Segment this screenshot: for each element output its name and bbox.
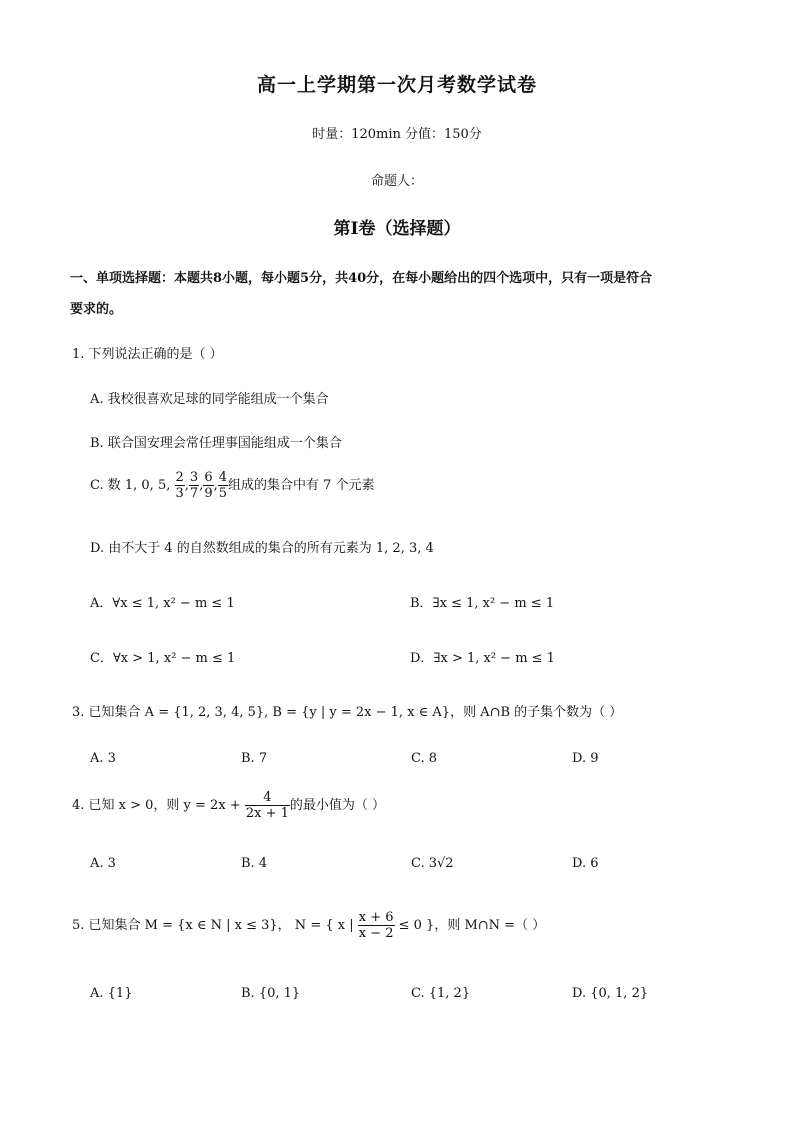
- question-5-option-b: B. {0, 1}: [241, 986, 301, 1001]
- question-4-stem: [72, 790, 385, 821]
- question-1-option-a: A. 我校很喜欢足球的同学能组成一个集合: [90, 392, 329, 407]
- question-4-option-b: B. 4: [241, 856, 268, 871]
- fraction-6-9: $\frac{6}{9}$: [204, 470, 213, 501]
- question-3-option-b: B. 7: [241, 751, 268, 766]
- question-2-option-b: B．∃x ≤ 1, x² − m ≤ 1: [410, 596, 555, 611]
- question-1-stem: 1. 下列说法正确的是（ ）: [72, 347, 223, 362]
- option-c-suffix: 组成的集合中有 7 个元素: [228, 478, 375, 493]
- question-5-suffix: ≤ 0 }，则 M∩N =（ ）: [394, 918, 546, 933]
- question-2-option-d: D．∃x > 1, x² − m ≤ 1: [410, 651, 555, 666]
- question-5-prefix: 5. 已知集合 M = {x ∈ N | x ≤ 3}， N = { x |: [72, 918, 358, 933]
- instructions-line-1: 一、单项选择题：本题共8小题，每小题5分，共40分，在每小题给出的四个选项中，只有一项是符合: [70, 271, 653, 286]
- question-3-option-a: A. 3: [90, 751, 116, 766]
- question-5-option-a: A. {1}: [90, 986, 133, 1001]
- question-5-fraction: $\frac{x + 6}{x - 2}$: [358, 910, 394, 941]
- question-4-option-a: A. 3: [90, 856, 116, 871]
- fraction-2-3: $\frac{2}{3}$: [175, 470, 184, 501]
- question-3-option-d: D. 9: [572, 751, 599, 766]
- question-4-option-d: D. 6: [572, 856, 599, 871]
- author-line: 命题人：: [370, 174, 423, 189]
- question-5-stem: [72, 910, 545, 941]
- question-3-stem: 3. 已知集合 A = {1, 2, 3, 4, 5}, B = {y | y = 2x − 1, x ∈ A}，则 A∩B 的子集个数为（ ）: [72, 705, 623, 720]
- fraction-4-5: $\frac{4}{5}$: [218, 470, 228, 501]
- question-1-option-d: D. 由不大于 4 的自然数组成的集合的所有元素为 1, 2, 3, 4: [90, 541, 434, 556]
- exam-title: 高一上学期第一次月考数学试卷: [256, 74, 537, 96]
- question-1-option-b: B. 联合国安理会常任理事国能组成一个集合: [90, 436, 342, 451]
- instructions-line-2: 要求的。: [70, 302, 123, 317]
- question-4-suffix: 的最小值为（ ）: [289, 798, 385, 813]
- question-3-option-c: C. 8: [411, 751, 438, 766]
- question-4-prefix: 4. 已知 x > 0，则 y = 2x +: [72, 798, 245, 813]
- question-4-fraction: $\frac{4}{2x + 1}$: [245, 790, 289, 821]
- question-2-option-c: C．∀x > 1, x² − m ≤ 1: [90, 651, 236, 666]
- option-c-prefix: C. 数 1, 0, 5,: [90, 478, 175, 493]
- question-4-option-c: C. 3√2: [411, 856, 454, 871]
- question-5-option-c: C. {1, 2}: [411, 986, 471, 1001]
- question-2-option-a: A．∀x ≤ 1, x² − m ≤ 1: [90, 596, 235, 611]
- time-and-score: 时量：120min 分值：150分: [312, 127, 482, 142]
- fraction-3-7: $\frac{3}{7}$: [189, 470, 199, 501]
- question-5-option-d: D. {0, 1, 2}: [572, 986, 649, 1001]
- section-title: 第I卷（选择题）: [333, 219, 461, 239]
- question-1-option-c: C. 数 1, 0, 5, $\frac{2}{3}$ , $\frac{3}{7}$ , $\frac{6}{9}$ , $\frac{4}{5}$ 组成的集合中有 7 个元素: [90, 470, 375, 501]
